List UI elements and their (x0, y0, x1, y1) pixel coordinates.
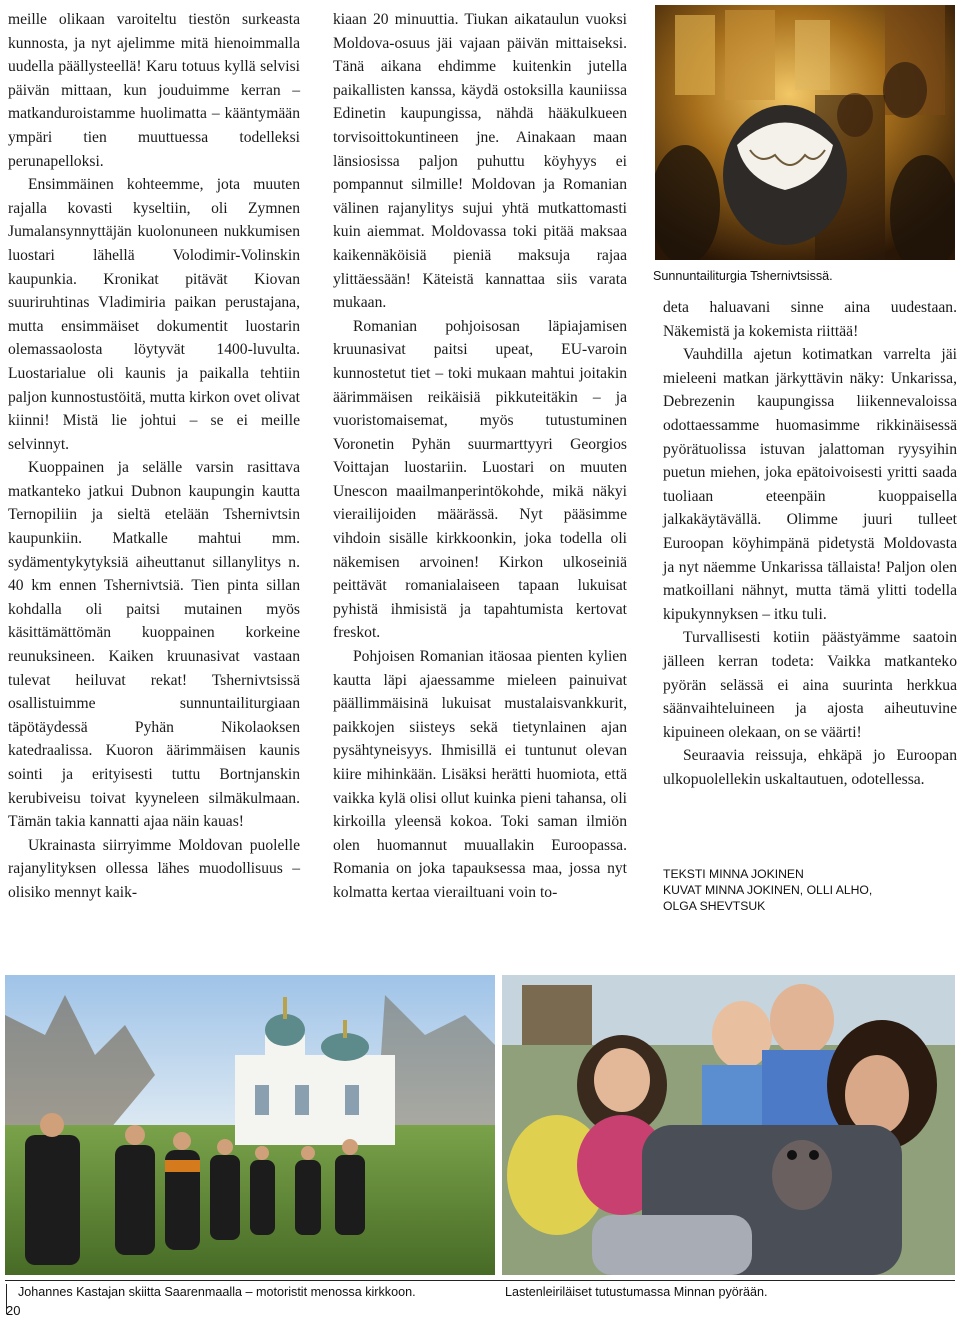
photo-caption: Johannes Kastajan skiitta Saarenmaalla – motoristit menossa kirkkoon. (18, 1285, 416, 1299)
article-credits (663, 866, 872, 914)
paragraph: Vauhdilla ajetun kotimatkan varrelta jäi mieleeni matkan järkyttävin näky: Unkarissa, Debrezenin kaupungissa liikennevaloissa odottaessamme huomasimme rikkinäisessä pyörätuolissa istuvan jalattoman ryysyihin puetun miehen, joka epätoivoisesti yritti saada tuoliaan eteenpäin kuoppaisella jalkakäytävällä. Olimme juuri tulleet Euroopan köyhimpänä pidetystä Moldovasta ja nyt näemme Unkarissa tällaista! Paljon olen matkoillani nähnyt, mutta tämä ylitti todella kipukynnyksen – itku tuli. (663, 346, 957, 623)
page-number: 20 (6, 1303, 21, 1318)
credit-line: TEKSTI MINNA JOKINEN (663, 867, 804, 881)
paragraph: meille olikaan varoiteltu tiestön surkeasta kunnosta, ja nyt ajelimme mitä hienoimmalla uudella päällysteellä! Karu totuus kyllä selvisi päivän mittaan, kun jouduimme kerran – matkanduroistamme huolimatta – kääntymään ympäri tien muuttuessa todelleksi perunapelloksi. (8, 11, 300, 170)
article-column-2 (333, 8, 627, 905)
paragraph: Pohjoisen Romanian itäosaa pienten kylien kautta läpi ajaessamme mieleen painuivat päällimmäisinä lukuisat mustalaisvankkurit, paikkojen siisteys sekä tietynlainen ajan pysähtyneisyys. Ihmisillä ei tuntunut olevan kiire mihinkään. Lisäksi herätti huomiota, että vaikka kylä olisi ollut kuinka pieni tahansa, oli kirkoilla yleensä kokoa. Toki saman ilmiön olen huomannut muuallakin Euroopassa. Romania on joka tapauksessa maa, jossa nyt kolmatta kertaa vierailtuani voin to- (333, 648, 627, 901)
paragraph: deta haluavani sinne aina uudestaan. Näkemistä ja kokemista riittää! (663, 299, 957, 340)
paragraph: kiaan 20 minuuttia. Tiukan aikataulun vuoksi Moldova-osuus jäi vajaan päivän mittaiseksi. Tänä aikana ehdimme kuitenkin jutella paikallisten kanssa, käydä ostoksilla kauniissa Edinetin kaupungissa, nähdä hääkulkueen torvisoittokuntineen jne. Ainakaan maan länsiosissa paljon puhuttu köyhyys ei pompannut silmille! Moldovan ja Romanian välinen rajanylitys sujui yhtä mutkattomasti kuin aiemmat. Moldovassa toki pitää maksaa kaikennäköisiä pieniä maksuja rajaa ylittäessään! Käteistä kannattaa siis varata mukaan. (333, 11, 627, 312)
church-photo (5, 975, 495, 1275)
paragraph: Ukrainasta siirryimme Moldovan puolelle rajanylityksen ollessa lähes muodollisuus – olisiko mennyt kaik- (8, 836, 300, 901)
photo-caption: Sunnuntailiturgia Tshernivtsissä. (653, 269, 833, 283)
credit-line: KUVAT MINNA JOKINEN, OLLI ALHO, (663, 883, 873, 897)
paragraph: Kuoppainen ja selälle varsin rasittava matkanteko jatkui Dubnon kaupungin kautta Ternopiliin ja sieltä etelään Tshernivtsin kaupunkiin. Matkalle mahtui mm. sydämentykytyksiä aiheuttanut sillanylitys n. 40 km ennen Tshernivtsiä. Tien pinta sillan kohdalla oli paitsi mutainen myös käsittämättömän kuoppainen korkeine reunuksineen. Kaiken kruunasivat vastaan tulevat heiluvat rekat! Tshernivtsissä osallistuimme sunnuntailiturgiaan täpötäydessä Pyhän Nikolaoksen katedraalissa. Kuoron äärimmäisen kaunis sointi ja erityisesti tuttu Bortnjanskin kerubiveisu toivat kyyneleen silmäkulmaan. Tämän takia kannatti ajaa näin kauas! (8, 459, 300, 831)
kids-motorcycle-photo (502, 975, 955, 1275)
credit-line: OLGA SHEVTSUK (663, 899, 766, 913)
paragraph: Romanian pohjoisosan läpiajamisen kruunasivat paitsi upeat, EU-varoin kunnostetut tiet – toki mukaan mahtui joitakin äärimmäisen reikäisiä pikkuteitäkin – ja vuoristomaisemat, myös tutustuminen Voronetin Pyhän suurmarttyyri Georgios Voittajan luostariin. Luostari on muuten Unescon maailmanperintökohde, mikä näkyi vierailijoiden määrässä. Nyt pääsimme vihdoin sisälle kirkkoonkin, joka todella oli näkemisen arvoinen! Kirkon ulkoseiniä peittävät romanialaiseen tapaan lukuisat pyhistä ihmisistä ja tapahtumista kertovat freskot. (333, 317, 627, 642)
article-column-1 (8, 8, 300, 905)
photo-caption: Lastenleiriläiset tutustumassa Minnan pyörään. (505, 1285, 768, 1299)
liturgy-photo (655, 5, 955, 260)
paragraph: Seuraavia reissuja, ehkäpä jo Euroopan ulkopuolellekin uskaltautuen, odotellessa. (663, 747, 957, 788)
article-column-3 (663, 296, 957, 791)
paragraph: Ensimmäinen kohteemme, jota muuten rajalla kovasti kyseltiin, oli Zymnen Jumalansynnyttäjän kuolonuneen nukkumisen luostari lähellä Volodimir-Volinskin kaupunkia. Kronikat pitävät Kiovan suuriruhtinas Vladimiria paikan perustajana, mutta ensimmäiset dokumentit luostarin olemassaolosta löytyvät 1400-luvulta. Luostarialue oli kaunis ja paikalla tehtiin paljon kunnostustöitä, mutta kirkon ovet olivat kiinni! Mistä lie johtui – se ei meille selvinnyt. (8, 176, 300, 453)
paragraph: Turvallisesti kotiin päästyämme saatoin jälleen kerran todeta: Vaikka matkanteko pyörän selässä ei aina suurinta herkkua säänvaihteluineen ja ajosta aiheutuvine kipuineen olekaan, on se väärti! (663, 629, 957, 741)
caption-divider (5, 1280, 955, 1281)
